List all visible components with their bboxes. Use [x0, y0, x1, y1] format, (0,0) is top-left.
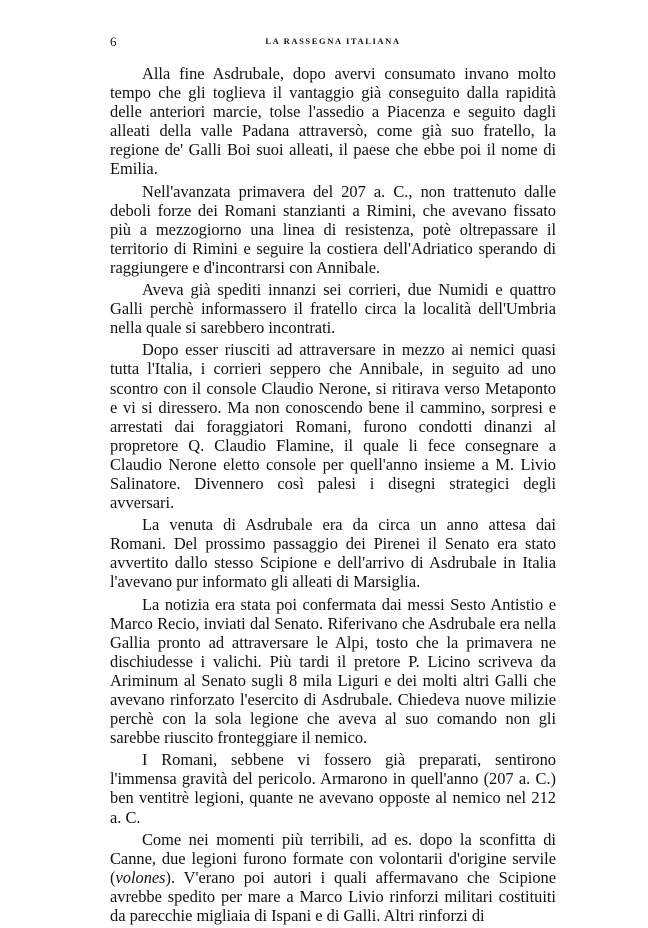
paragraph-text: Come nei momenti più terribili, ad es. dopo la sconfitta di Canne, due legioni furono formate con volontarii d'origine servile (: [110, 829, 556, 887]
page-header: [110, 34, 556, 50]
paragraph: I Romani, sebbene vi fossero già preparati, sentirono l'immensa gravità del pericolo. Armarono in quell'anno (207 a. C.) ben ventitrè legioni, quante ne avevano opposte al nemico nel 212 a. C.: [110, 750, 556, 827]
paragraph: Alla fine Asdrubale, dopo avervi consumato invano molto tempo che gli toglieva il vantaggio già conseguito dalla rapidità delle anteriori marcie, tolse l'assedio a Piacenza e seguito dagli alleati della valle Padana attraversò, come già suo fratello, la regione de' Galli Boi suoi alleati, il paese che ebbe poi il nome di Emilia.: [110, 64, 556, 179]
body-text: [110, 64, 556, 928]
italic-term: volones: [115, 867, 166, 887]
paragraph: La venuta di Asdrubale era da circa un anno attesa dai Romani. Del prossimo passaggio dei Pirenei il Senato era stato avvertito dallo stesso Scipione e dell'arrivo di Asdrubale in Italia l'avevano pur informato gli alleati di Marsiglia.: [110, 515, 556, 592]
page-number: 6: [110, 34, 117, 49]
paragraph: Nell'avanzata primavera del 207 a. C., non trattenuto dalle deboli forze dei Romani stanzianti a Rimini, che avevano fissato più a mezzogiorno una linea di resistenza, potè oltrepassare il territorio di Rimini e seguire la costiera dell'Adriatico sperando di raggiungere e d'incontrarsi con Annibale.: [110, 181, 556, 277]
paragraph: Dopo esser riusciti ad attraversare in mezzo ai nemici quasi tutta l'Italia, i corrieri seppero che Annibale, in seguito ad uno scontro con il console Claudio Nerone, si ritirava verso Metaponto e vi si diressero. Ma non conoscendo bene il cammino, sorpresi e arrestati dai foraggiatori Romani, furono condotti dinanzi al propretore Q. Claudio Flamine, il quale li fece consegnare a Claudio Nerone eletto console per quell'anno insieme a M. Livio Salinatore. Divennero così palesi i disegni strategici degli avversari.: [110, 340, 556, 513]
running-title: LA RASSEGNA ITALIANA: [265, 36, 401, 46]
paragraph: La notizia era stata poi confermata dai messi Sesto Antistio e Marco Recio, inviati dal Senato. Riferivano che Asdrubale era nella Gallia pronto ad attraversare le Alpi, tosto che la primavera ne dischiudesse i valichi. Più tardi il pretore P. Licino scriveva da Ariminum al Senato sugli 8 mila Liguri e dei molti altri Galli che avevano rinforzato l'esercito di Asdrubale. Chiedeva nuove milizie perchè con la sola legione che aveva al suo comando non gli sarebbe riuscito fronteggiare il nemico.: [110, 594, 556, 748]
paragraph-text: ). V'erano poi autori i quali affermavano che Scipione avrebbe spedito per mare a Marco Livio rinforzi militari costituiti da parecchie migliaia di Ispani e di Galli. Altri rinforzi di: [110, 867, 556, 926]
paragraph: Aveva già spediti innanzi sei corrieri, due Numidi e quattro Galli perchè informassero il fratello circa la località dell'Umbria nella quale si sarebbero incontrati.: [110, 280, 556, 338]
paragraph-last: [110, 830, 556, 925]
